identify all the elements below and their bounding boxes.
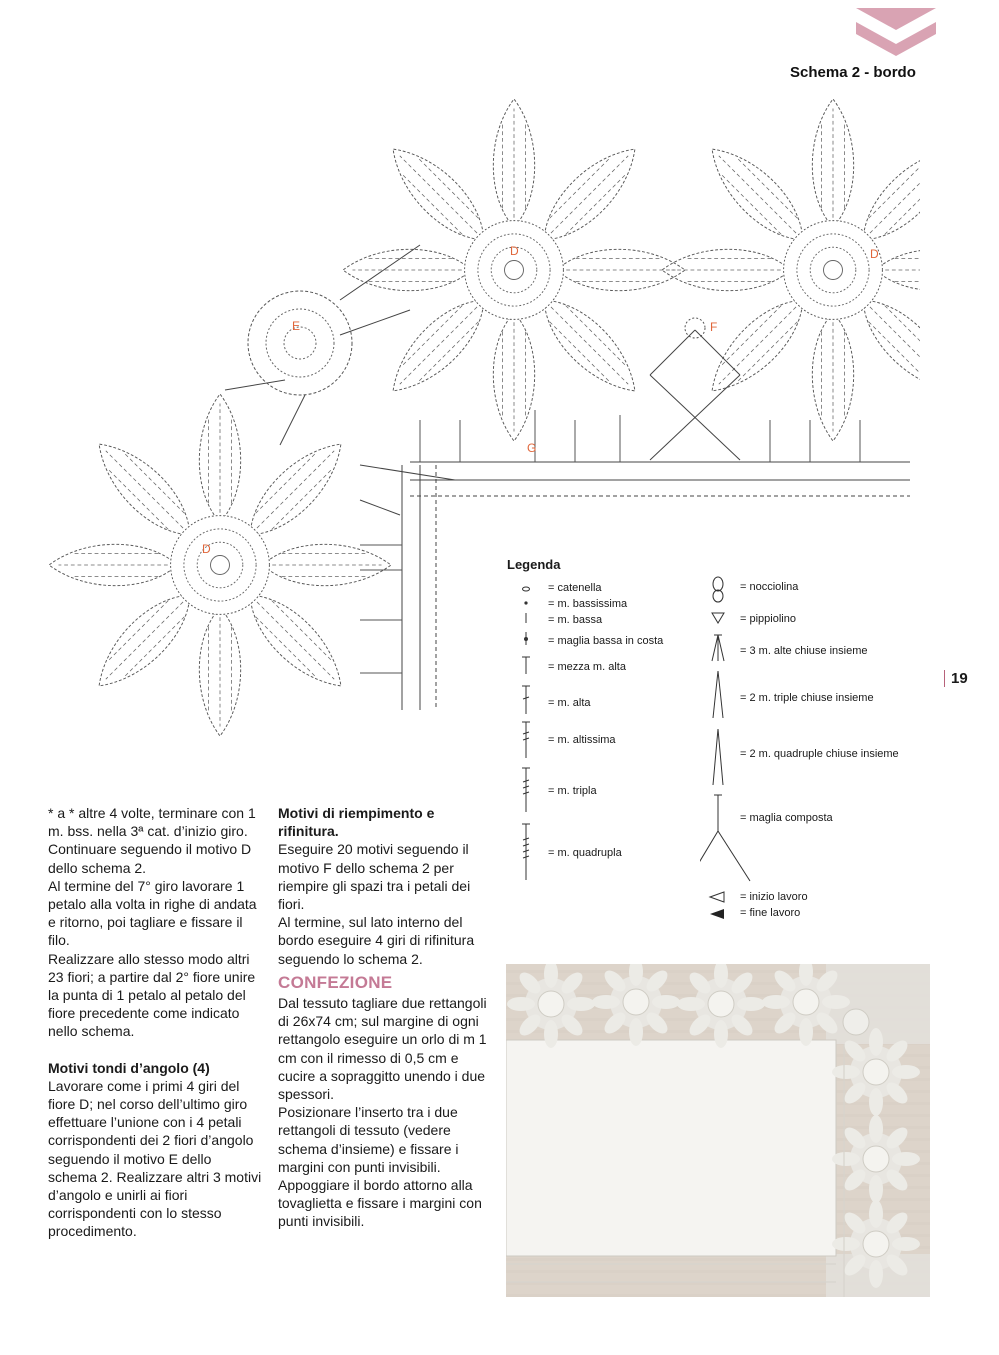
dc3tog-icon xyxy=(712,635,724,661)
single-crochet-rib-icon xyxy=(524,632,528,645)
legend-label-quad2tog: = 2 m. quadruple chiuse insieme xyxy=(740,748,899,760)
instructions-left-column xyxy=(48,804,263,1241)
motif-label-f: F xyxy=(710,320,718,334)
motif-label-d-corner: D xyxy=(202,542,211,556)
corner-motif-e xyxy=(248,291,352,395)
confezione-heading: CONFEZIONE xyxy=(278,972,393,992)
start-arrow-icon xyxy=(710,892,724,902)
flower-motif-d-right xyxy=(662,99,920,441)
legend-label-triple-treble: = m. tripla xyxy=(548,785,597,797)
section-heading: Motivi tondi d’angolo (4) xyxy=(48,1059,210,1076)
filler-motif-f xyxy=(650,318,740,460)
legend-label-slip-stitch: = m. bassissima xyxy=(548,598,628,610)
page-number: 19 xyxy=(944,670,968,687)
paragraph: Realizzare allo stesso modo altri 23 fiori; a partire dal 2° fiore unire la punta di 1 petalo al petalo del fiore precedente come indicato nello schema. xyxy=(48,950,256,1040)
paragraph: Posizionare l’inserto tra i due rettangoli di tessuto (vedere schema d’insieme) e fissare i margini con punti invisibili. Appoggiare il bordo attorno alla tovaglietta e fissare i margini con punti invisibili. xyxy=(278,1104,482,1230)
legend-label-double: = m. alta xyxy=(548,697,591,709)
legend-label-chain: = catenella xyxy=(548,582,602,594)
legend-title: Legenda xyxy=(507,557,561,572)
schema-title: Schema 2 - bordo xyxy=(790,64,916,81)
slip-stitch-icon xyxy=(524,601,527,604)
paragraph: * a * altre 4 volte, terminare con 1 m. bss. nella 3ª cat. d’inizio giro. xyxy=(48,805,256,840)
paragraph: Al termine del 7° giro lavorare 1 petalo alla volta in righe di andata e ritorno, poi tagliare e fissare il filo. xyxy=(48,877,257,949)
tr2tog-icon xyxy=(713,671,723,718)
end-arrow-icon xyxy=(710,909,724,919)
quadruple-treble-icon xyxy=(522,824,530,880)
quad2tog-icon xyxy=(713,729,723,785)
paragraph: Continuare seguendo il motivo D dello schema 2. xyxy=(48,841,252,876)
legend-label-treble: = m. altissima xyxy=(548,734,616,746)
chevron-down-icon xyxy=(852,8,940,56)
legend-label-sc-rib: = maglia bassa in costa xyxy=(548,635,664,647)
motif-label-d-right: D xyxy=(870,247,879,261)
paragraph: Al termine, sul lato interno del bordo eseguire 4 giri di rifinitura seguendo lo schema 2. xyxy=(278,914,475,967)
legend-label-single-crochet: = m. bassa xyxy=(548,614,603,626)
paragraph: Dal tessuto tagliare due rettangoli di 26x74 cm; sul margine di ogni rettangolo eseguire un orlo di m 1 cm con il rimesso di 0,5 cm e cucire a sopraggitto unendo i due spessori. xyxy=(278,995,487,1103)
chain-icon xyxy=(523,587,530,591)
flower-motif-d-top xyxy=(343,99,685,441)
border-band-vertical xyxy=(360,465,436,710)
bobble-icon xyxy=(713,577,723,602)
legend-label-compound: = maglia composta xyxy=(740,812,833,824)
legend-label-dc3tog: = 3 m. alte chiuse insieme xyxy=(740,645,868,657)
double-crochet-icon xyxy=(522,686,530,714)
paragraph: Lavorare come i primi 4 giri del fiore D; nel corso dell’ultimo giro effettuare l’unione con i 4 petali corrispondenti dei 2 fiori d’angolo seguendo il motivo E dello schema 2. Realizzare altri 3 motivi d’angolo e unirli ai fiori corrispondenti con lo stesso procedimento. xyxy=(48,1077,262,1240)
motif-label-e: E xyxy=(292,319,301,333)
legend-symbols-left xyxy=(518,582,538,882)
motif-label-g: G xyxy=(527,441,537,455)
legend-label-tr2tog: = 2 m. triple chiuse insieme xyxy=(740,692,874,704)
legend-label-end: = fine lavoro xyxy=(740,907,801,919)
instructions-middle-column xyxy=(278,804,493,1231)
paragraph: Eseguire 20 motivi seguendo il motivo F dello schema 2 per riempire gli spazi tra i petali dei fiori. xyxy=(278,841,471,913)
half-double-icon xyxy=(522,657,530,674)
picot-icon xyxy=(712,613,724,623)
section-heading: Motivi di riempimento e rifinitura. xyxy=(278,805,435,840)
placemat-photo xyxy=(506,964,930,1297)
treble-crochet-icon xyxy=(522,722,530,758)
legend-label-bobble: = nocciolina xyxy=(740,581,799,593)
motif-label-d-top: D xyxy=(510,244,519,258)
legend-label-half-double: = mezza m. alta xyxy=(548,661,626,673)
border-band-horizontal xyxy=(410,410,910,496)
legend-label-quadruple: = m. quadrupla xyxy=(548,847,622,859)
triple-treble-icon xyxy=(522,768,530,812)
legend-label-picot: = pippiolino xyxy=(740,613,796,625)
legend-label-start: = inizio lavoro xyxy=(740,891,808,903)
compound-stitch-icon xyxy=(700,795,750,881)
flower-motif-d-corner xyxy=(49,394,391,736)
